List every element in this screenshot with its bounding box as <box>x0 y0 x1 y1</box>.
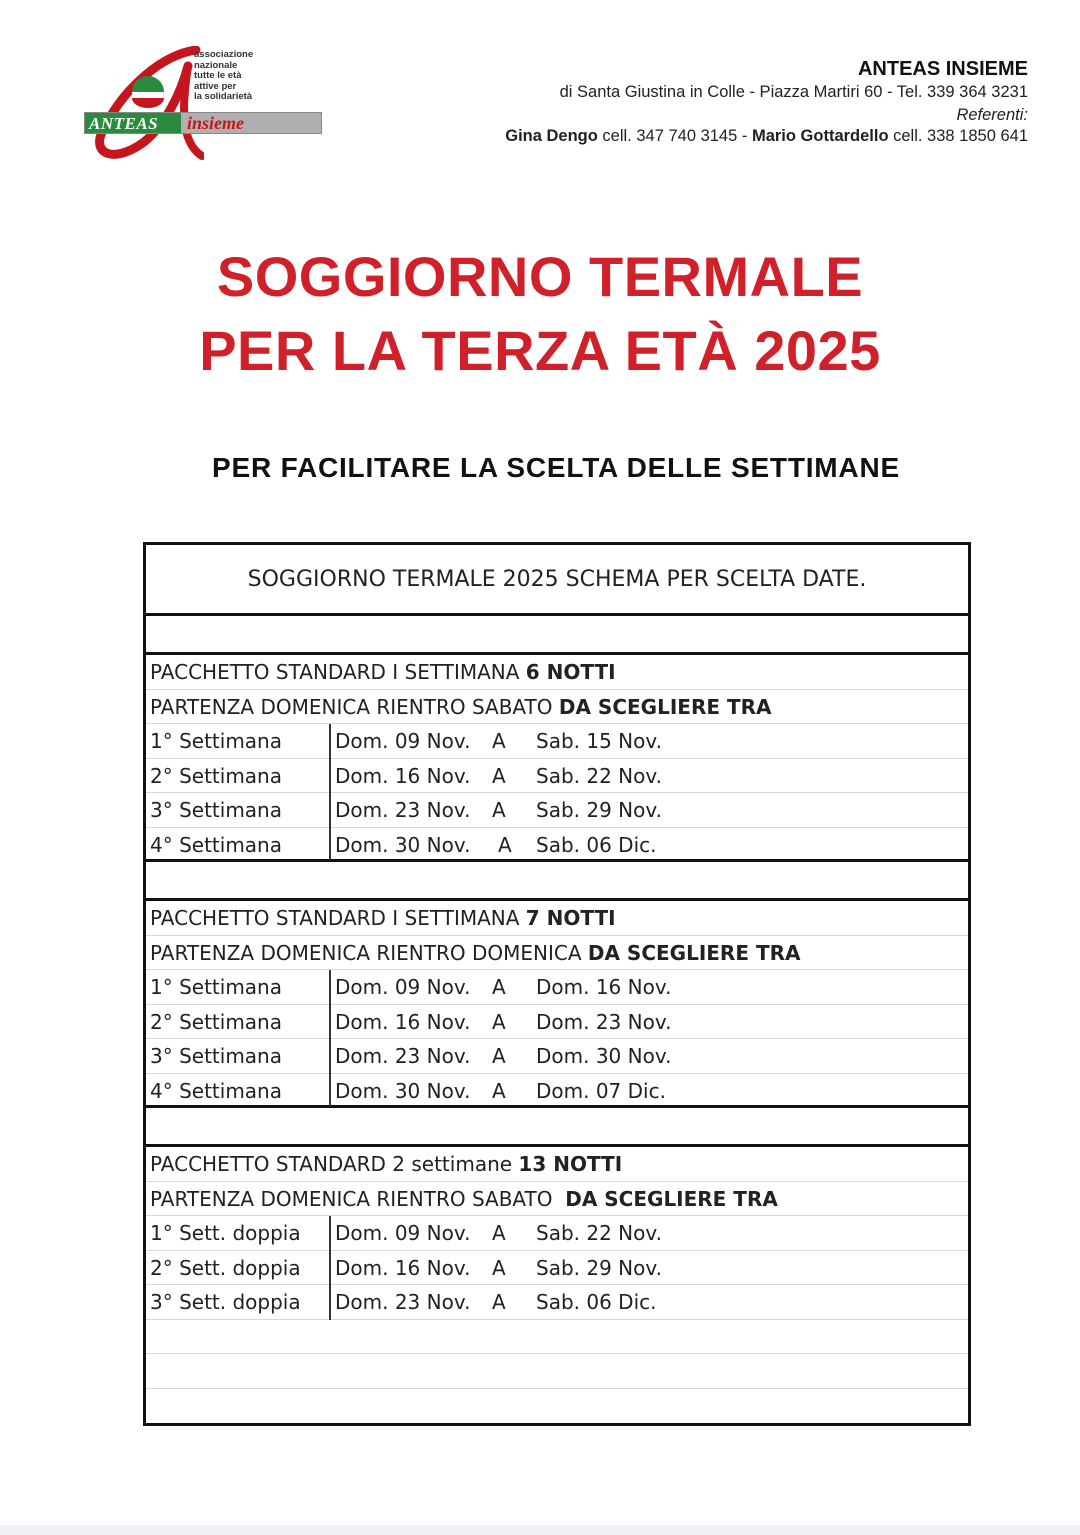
section-1-heading: PACCHETTO STANDARD I SETTIMANA 6 NOTTI <box>146 655 968 690</box>
table-row: 3° Settimana Dom. 23 Nov. A Dom. 30 Nov. <box>146 1039 968 1074</box>
empty-row <box>146 1389 968 1424</box>
table-row: 2° Settimana Dom. 16 Nov. A Sab. 22 Nov. <box>146 759 968 794</box>
section-3-heading: PACCHETTO STANDARD 2 settimane 13 NOTTI <box>146 1147 968 1182</box>
logo-a-mark-icon <box>84 46 204 166</box>
logo-band <box>84 112 322 134</box>
table-row: 2° Sett. doppia Dom. 16 Nov. A Sab. 29 Nov. <box>146 1251 968 1286</box>
section-3-subheading: PARTENZA DOMENICA RIENTRO SABATO DA SCEGLIERE TRA <box>146 1182 968 1217</box>
table-spacer <box>146 862 968 901</box>
contact1-phone: cell. 347 740 3145 - <box>597 127 752 145</box>
anteas-logo <box>84 46 324 166</box>
table-row: 1° Settimana Dom. 09 Nov. A Dom. 16 Nov. <box>146 970 968 1005</box>
logo-brand: ANTEAS <box>89 114 159 133</box>
page-title <box>0 240 1080 388</box>
logo-sub: insieme <box>187 113 244 133</box>
page-title-line1: SOGGIORNO TERMALE <box>216 245 864 308</box>
referenti-contacts <box>505 127 1028 146</box>
table-row: 3° Settimana Dom. 23 Nov. A Sab. 29 Nov. <box>146 793 968 828</box>
table-spacer <box>146 616 968 655</box>
bottom-strip <box>0 1525 1080 1535</box>
table-row: 3° Sett. doppia Dom. 23 Nov. A Sab. 06 Dic. <box>146 1285 968 1320</box>
table-row: 4° Settimana Dom. 30 Nov. A Sab. 06 Dic. <box>146 828 968 863</box>
page-title-line2: PER LA TERZA ETÀ 2025 <box>199 319 881 382</box>
empty-row <box>146 1320 968 1355</box>
page-subtitle: PER FACILITARE LA SCELTA DELLE SETTIMANE <box>212 452 900 483</box>
referenti-label: Referenti: <box>956 106 1028 124</box>
table-row: 4° Settimana Dom. 30 Nov. A Dom. 07 Dic. <box>146 1074 968 1109</box>
org-name: ANTEAS INSIEME <box>857 58 1028 80</box>
empty-row <box>146 1354 968 1389</box>
org-header <box>505 58 1028 146</box>
table-row: 2° Settimana Dom. 16 Nov. A Dom. 23 Nov. <box>146 1005 968 1040</box>
contact2-name: Mario Gottardello <box>751 127 889 145</box>
schedule-table <box>143 542 971 1426</box>
org-address: di Santa Giustina in Colle - Piazza Martiri 60 - Tel. 339 364 3231 <box>559 83 1028 101</box>
table-row: 1° Settimana Dom. 09 Nov. A Sab. 15 Nov. <box>146 724 968 759</box>
contact2-phone: cell. 338 1850 641 <box>888 127 1028 145</box>
table-row: 1° Sett. doppia Dom. 09 Nov. A Sab. 22 Nov. <box>146 1216 968 1251</box>
section-2-subheading: PARTENZA DOMENICA RIENTRO DOMENICA DA SCEGLIERE TRA <box>146 936 968 971</box>
logo-tagline: associazione nazionale tutte le età attive per la solidarietà <box>194 49 254 102</box>
section-1-subheading: PARTENZA DOMENICA RIENTRO SABATO DA SCEGLIERE TRA <box>146 690 968 725</box>
table-caption: SOGGIORNO TERMALE 2025 SCHEMA PER SCELTA DATE. <box>146 545 968 616</box>
section-2-heading: PACCHETTO STANDARD I SETTIMANA 7 NOTTI <box>146 901 968 936</box>
contact1-name: Gina Dengo <box>505 127 598 145</box>
table-spacer <box>146 1108 968 1147</box>
